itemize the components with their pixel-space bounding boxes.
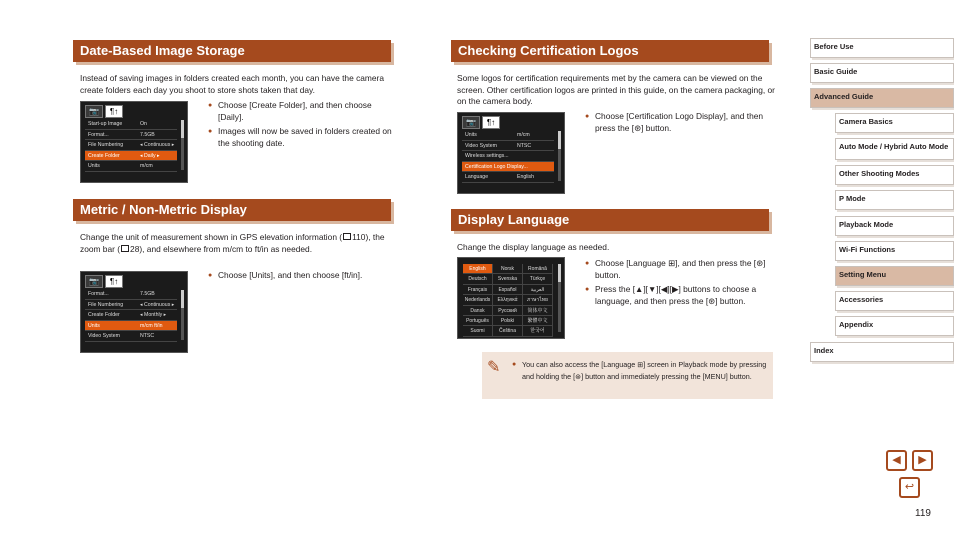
sidebar-item-basic-guide[interactable]: Basic Guide [810,63,954,83]
language-option: ภาษาไทย [523,295,553,305]
menu-row: Units m/cm [85,161,177,172]
book-ref-icon [343,233,351,240]
menu-row-selected: Create Folder ◂ Daily ▸ [85,151,177,162]
sidebar-item-wi-fi-functions[interactable]: Wi-Fi Functions [835,241,954,261]
language-option: Português [463,316,493,326]
camera-screen-language [457,257,565,339]
language-option: Français [463,285,493,295]
language-option: Deutsch [463,274,493,284]
metric-body: Change the unit of measurement shown in GPS elevation information ( 110), the zoom bar ( 28), and elsewhere from m/cm to ft/in as needed. [80,232,385,254]
note-box [482,352,773,399]
language-option: 한국어 [523,326,553,336]
sidebar-item-playback-mode[interactable]: Playback Mode [835,216,954,236]
menu-row-selected: Certification Logo Display... [462,162,554,173]
bullet-item: ● Choose [Language ⊞], and then press the [⊛] button. [585,258,775,281]
menu-row: Units m/cm [462,130,554,141]
sidebar-item-accessories[interactable]: Accessories [835,291,954,311]
return-icon[interactable]: ↩ [899,477,920,498]
sidebar-item-p-mode[interactable]: P Mode [835,190,954,210]
language-option: Español [493,285,523,295]
camera-screen-units [80,271,188,353]
bullet-item: ● Choose [Units], and then choose [ft/in]. [208,270,398,282]
settings-tab-icon: ¶↑ [105,275,123,288]
language-option: English [463,264,493,274]
camera-tab-icon: 📷 [462,116,480,129]
camera-tab-icon: 📷 [85,275,103,288]
next-page-icon[interactable]: ▶ [912,450,933,471]
date-based-body: Instead of saving images in folders created each month, you can have the camera create folders each day you shoot to store shots taken that day. [80,73,385,95]
language-option: Română [523,264,553,274]
sidebar-item-auto-mode-hybrid-auto-mode[interactable]: Auto Mode / Hybrid Auto Mode [835,138,954,160]
section-title-date-based: Date-Based Image Storage [73,40,391,62]
language-option: Čeština [493,326,523,336]
book-ref-icon [121,245,129,252]
language-option: Suomi [463,326,493,336]
menu-row: Video System NTSC [85,331,177,342]
menu-row: Wireless settings... [462,151,554,162]
sidebar-item-appendix[interactable]: Appendix [835,316,954,336]
menu-row: Video System NTSC [462,141,554,152]
note-text: ● You can also access the [Language ⊞] screen in Playback mode by pressing and holding the [⊛] button and immediately pressing the [MENU] button. [512,359,767,383]
section-title-cert-logos: Checking Certification Logos [451,40,769,62]
language-option: 简体中文 [523,306,553,316]
menu-row: Format... 7.5GB [85,289,177,300]
language-option: 繁體中文 [523,316,553,326]
bullet-item: ● Choose [Certification Logo Display], and then press the [⊛] button. [585,111,775,134]
language-option: Dansk [463,306,493,316]
menu-row: File Numbering ◂ Continuous ▸ [85,300,177,311]
bullet-item: ● Choose [Create Folder], and then choose [Daily]. [208,100,398,123]
language-option: Polski [493,316,523,326]
language-option: Türkçe [523,274,553,284]
sidebar-item-camera-basics[interactable]: Camera Basics [835,113,954,133]
camera-screen-cert-logo [457,112,565,194]
display-language-body: Change the display language as needed. [457,242,610,252]
pencil-icon: ✎ [487,359,501,376]
bullet-item: ● Images will now be saved in folders created on the shooting date. [208,126,398,149]
section-title-display-language: Display Language [451,209,769,231]
cert-logos-body: Some logos for certification requirements met by the camera can be viewed on the screen. Other certification logos are printed in this guide, on the camera packaging, or on the camera body. [457,73,775,106]
sidebar-item-before-use[interactable]: Before Use [810,38,954,58]
language-option: العربية [523,285,553,295]
menu-row-selected: Units m/cm ft/in [85,321,177,332]
menu-row: Create Folder ◂ Monthly ▸ [85,310,177,321]
settings-tab-icon: ¶↑ [482,116,500,129]
language-option: Svenska [493,274,523,284]
sidebar-item-advanced-guide[interactable]: Advanced Guide [810,88,954,108]
language-option: Русский [493,306,523,316]
page-number: 119 [915,508,931,519]
settings-tab-icon: ¶↑ [105,105,123,118]
menu-row: Format... 7.5GB [85,130,177,141]
previous-page-icon[interactable]: ◀ [886,450,907,471]
menu-row: Language English [462,172,554,183]
bullet-item: ● Press the [▲][▼][◀][▶] buttons to choose a language, and then press the [⊛] button. [585,284,775,307]
menu-row: File Numbering ◂ Continuous ▸ [85,140,177,151]
sidebar-item-setting-menu[interactable]: Setting Menu [835,266,954,286]
sidebar-item-other-shooting-modes[interactable]: Other Shooting Modes [835,165,954,185]
section-title-metric: Metric / Non-Metric Display [73,199,391,221]
camera-screen-create-folder [80,101,188,183]
camera-tab-icon: 📷 [85,105,103,118]
language-option: Nederlands [463,295,493,305]
sidebar-item-index[interactable]: Index [810,342,954,362]
menu-row: Start-up Image On [85,119,177,130]
language-option: Ελληνικά [493,295,523,305]
language-option: Norsk [493,264,523,274]
